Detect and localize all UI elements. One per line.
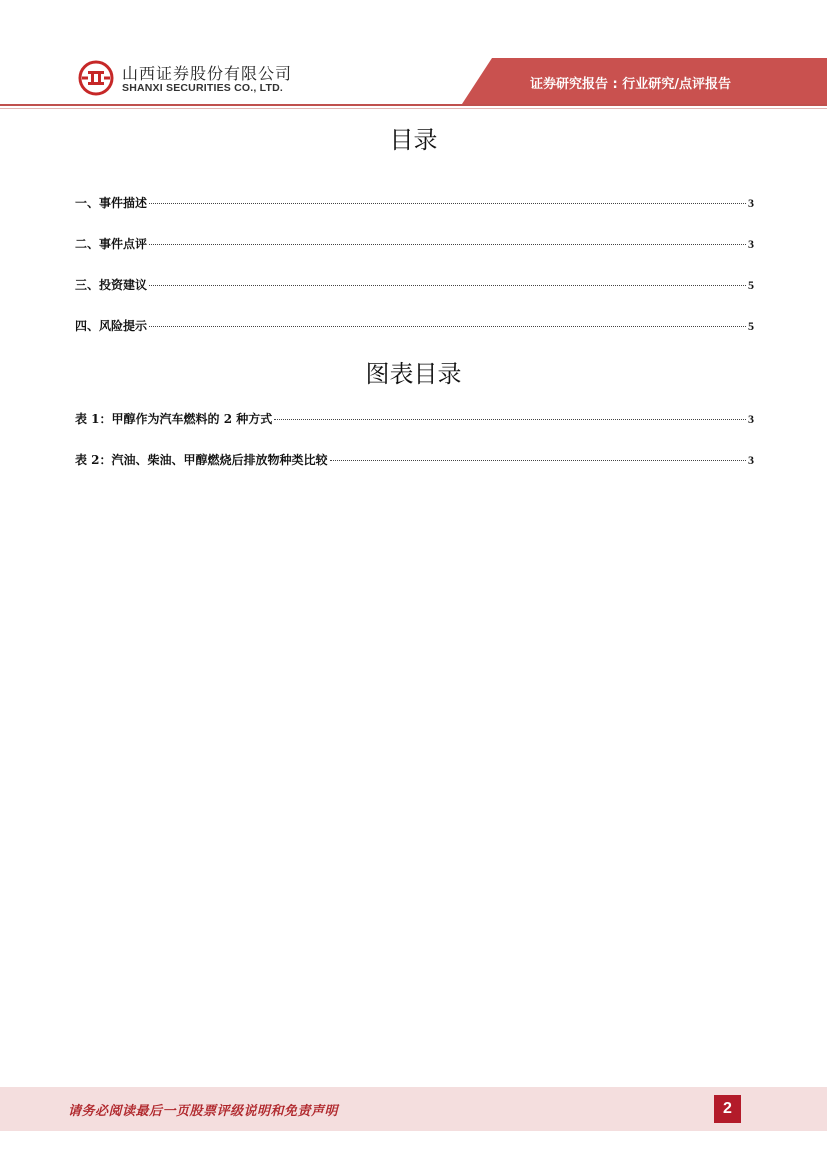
toc-item-page: 5	[748, 278, 754, 292]
toc-item-page: 3	[748, 237, 754, 251]
figure-toc-page: 3	[748, 412, 754, 426]
figure-toc-item[interactable]	[75, 451, 754, 469]
figure-toc-item[interactable]	[75, 410, 754, 428]
toc-leader-dots	[149, 285, 746, 286]
report-type-label: 证券研究报告 : 行业研究/点评报告	[530, 77, 731, 92]
toc-leader-dots	[149, 203, 746, 204]
toc-item-page: 5	[748, 319, 754, 333]
figure-toc-label: 表 2：汽油、柴油、甲醇燃烧后排放物种类比较	[75, 453, 328, 467]
page-footer	[0, 1087, 827, 1131]
toc-item[interactable]	[75, 276, 754, 294]
toc-item[interactable]	[75, 194, 754, 212]
company-logo-icon	[78, 60, 114, 96]
company-name-en: SHANXI SECURITIES CO., LTD.	[122, 82, 283, 94]
toc-leader-dots	[330, 460, 746, 461]
figure-toc-page: 3	[748, 453, 754, 467]
figures-toc-title: 图表目录	[365, 360, 462, 388]
disclaimer-notice: 请务必阅读最后一页股票评级说明和免责声明	[68, 1104, 339, 1119]
toc-item-label: 一、事件描述	[75, 196, 148, 210]
company-name-cn: 山西证券股份有限公司	[122, 64, 293, 83]
page-number-badge: 2	[714, 1095, 741, 1123]
page-header	[0, 0, 827, 112]
toc-title: 目录	[389, 126, 438, 154]
toc-leader-dots	[274, 419, 746, 420]
toc-leader-dots	[149, 244, 746, 245]
toc-item-label: 四、风险提示	[75, 319, 148, 333]
toc-item-label: 二、事件点评	[75, 237, 148, 251]
toc-item[interactable]	[75, 317, 754, 335]
header-divider	[0, 104, 827, 106]
toc-leader-dots	[149, 326, 746, 327]
header-divider-thin	[0, 108, 827, 109]
toc-item-page: 3	[748, 196, 754, 210]
toc-item[interactable]	[75, 235, 754, 253]
figure-toc-label: 表 1：甲醇作为汽车燃料的 2 种方式	[75, 412, 273, 426]
toc-item-label: 三、投资建议	[75, 278, 148, 292]
